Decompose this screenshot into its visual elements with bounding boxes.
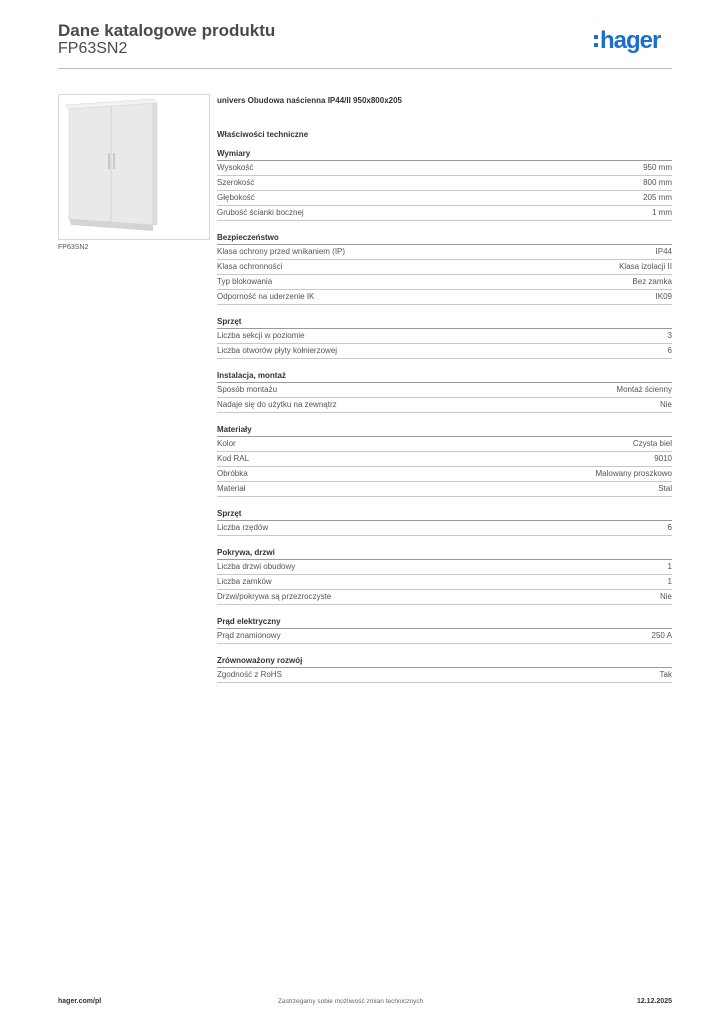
spec-group (217, 369, 672, 413)
spec-value: Klasa izolacji II (619, 262, 672, 271)
spec-groups (217, 147, 672, 683)
cabinet-illustration-icon (59, 95, 209, 239)
spec-label: Kolor (217, 439, 236, 448)
section-title: Właściwości techniczne (217, 130, 309, 139)
spec-value: Bez zamka (632, 277, 672, 286)
spec-row (217, 329, 672, 344)
spec-row (217, 344, 672, 359)
spec-group (217, 231, 672, 305)
spec-group (217, 654, 672, 683)
spec-group (217, 615, 672, 644)
spec-group (217, 315, 672, 359)
spec-row (217, 398, 672, 413)
group-title: Prąd elektryczny (217, 615, 672, 629)
spec-label: Zgodność z RoHS (217, 670, 282, 679)
spec-group (217, 546, 672, 605)
spec-row (217, 245, 672, 260)
logo-dots-icon (594, 35, 598, 47)
spec-label: Klasa ochronności (217, 262, 283, 271)
spec-value: 250 A (651, 631, 672, 640)
spec-value: 3 (667, 331, 672, 340)
group-title: Sprzęt (217, 507, 672, 521)
spec-row (217, 437, 672, 452)
spec-label: Prąd znamionowy (217, 631, 281, 640)
spec-row (217, 467, 672, 482)
hager-logo (594, 26, 660, 56)
spec-group (217, 423, 672, 497)
spec-row (217, 590, 672, 605)
spec-row (217, 176, 672, 191)
spec-label: Drzwi/pokrywa są przezroczyste (217, 592, 332, 601)
spec-row (217, 668, 672, 683)
spec-label: Liczba rzędów (217, 523, 269, 532)
footer-site-link[interactable]: hager.com/pl (58, 998, 102, 1005)
spec-value: 1 mm (652, 208, 672, 217)
spec-label: Liczba zamków (217, 577, 272, 586)
image-caption: FP63SN2 (58, 244, 89, 251)
footer-disclaimer: Zastrzegamy sobie możliwość zmian technicznych (278, 998, 424, 1005)
group-title: Bezpieczeństwo (217, 231, 672, 245)
spec-value: Montaż ścienny (616, 385, 672, 394)
spec-row (217, 206, 672, 221)
footer-date: 12.12.2025 (636, 998, 672, 1005)
spec-label: Sposób montażu (217, 385, 278, 394)
spec-label: Klasa ochrony przed wnikaniem (IP) (217, 247, 346, 256)
spec-value: Nie (659, 400, 672, 409)
spec-label: Odporność na uderzenie IK (217, 292, 315, 301)
spec-label: Szerokość (217, 178, 255, 187)
spec-value: 1 (667, 577, 672, 586)
spec-value: Czysta biel (632, 439, 672, 448)
page-title: Dane katalogowe produktu (58, 21, 276, 40)
spec-row (217, 260, 672, 275)
spec-value: 6 (667, 523, 672, 532)
spec-value: Stal (658, 484, 672, 493)
spec-row (217, 629, 672, 644)
spec-label: Wysokość (217, 163, 254, 172)
spec-value: 1 (667, 562, 672, 571)
spec-label: Kod RAL (217, 454, 250, 463)
spec-value: Nie (659, 592, 672, 601)
product-name: univers Obudowa naścienna IP44/II 950x800x205 (217, 96, 402, 105)
spec-row (217, 275, 672, 290)
group-title: Materiały (217, 423, 672, 437)
spec-row (217, 383, 672, 398)
product-image (58, 94, 210, 240)
spec-row (217, 290, 672, 305)
spec-row (217, 191, 672, 206)
spec-label: Głębokość (217, 193, 255, 202)
spec-label: Liczba otworów płyty kołnierzowej (217, 346, 338, 355)
logo-text: hager (600, 27, 661, 54)
spec-row (217, 560, 672, 575)
group-title: Wymiary (217, 147, 672, 161)
spec-value: Malowany proszkowo (595, 469, 672, 478)
spec-label: Typ blokowania (217, 277, 273, 286)
spec-row (217, 161, 672, 176)
spec-label: Liczba sekcji w poziomie (217, 331, 305, 340)
spec-value: Tak (659, 670, 672, 679)
spec-label: Obróbka (217, 469, 248, 478)
spec-row (217, 452, 672, 467)
group-title: Pokrywa, drzwi (217, 546, 672, 560)
spec-row (217, 482, 672, 497)
spec-label: Grubość ścianki bocznej (217, 208, 304, 217)
spec-value: IK09 (655, 292, 672, 301)
product-code: FP63SN2 (58, 40, 128, 57)
group-title: Instalacja, montaż (217, 369, 672, 383)
group-title: Zrównoważony rozwój (217, 654, 672, 668)
spec-group (217, 507, 672, 536)
spec-label: Materiał (217, 484, 246, 493)
header-divider (58, 68, 672, 69)
spec-row (217, 575, 672, 590)
spec-label: Liczba drzwi obudowy (217, 562, 296, 571)
spec-value: 950 mm (643, 163, 672, 172)
spec-value: 800 mm (643, 178, 672, 187)
spec-value: IP44 (655, 247, 672, 256)
spec-value: 205 mm (643, 193, 672, 202)
spec-row (217, 521, 672, 536)
spec-content (217, 96, 672, 693)
spec-value: 6 (667, 346, 672, 355)
spec-label: Nadaje się do użytku na zewnątrz (217, 400, 337, 409)
spec-value: 9010 (654, 454, 672, 463)
group-title: Sprzęt (217, 315, 672, 329)
spec-group (217, 147, 672, 221)
